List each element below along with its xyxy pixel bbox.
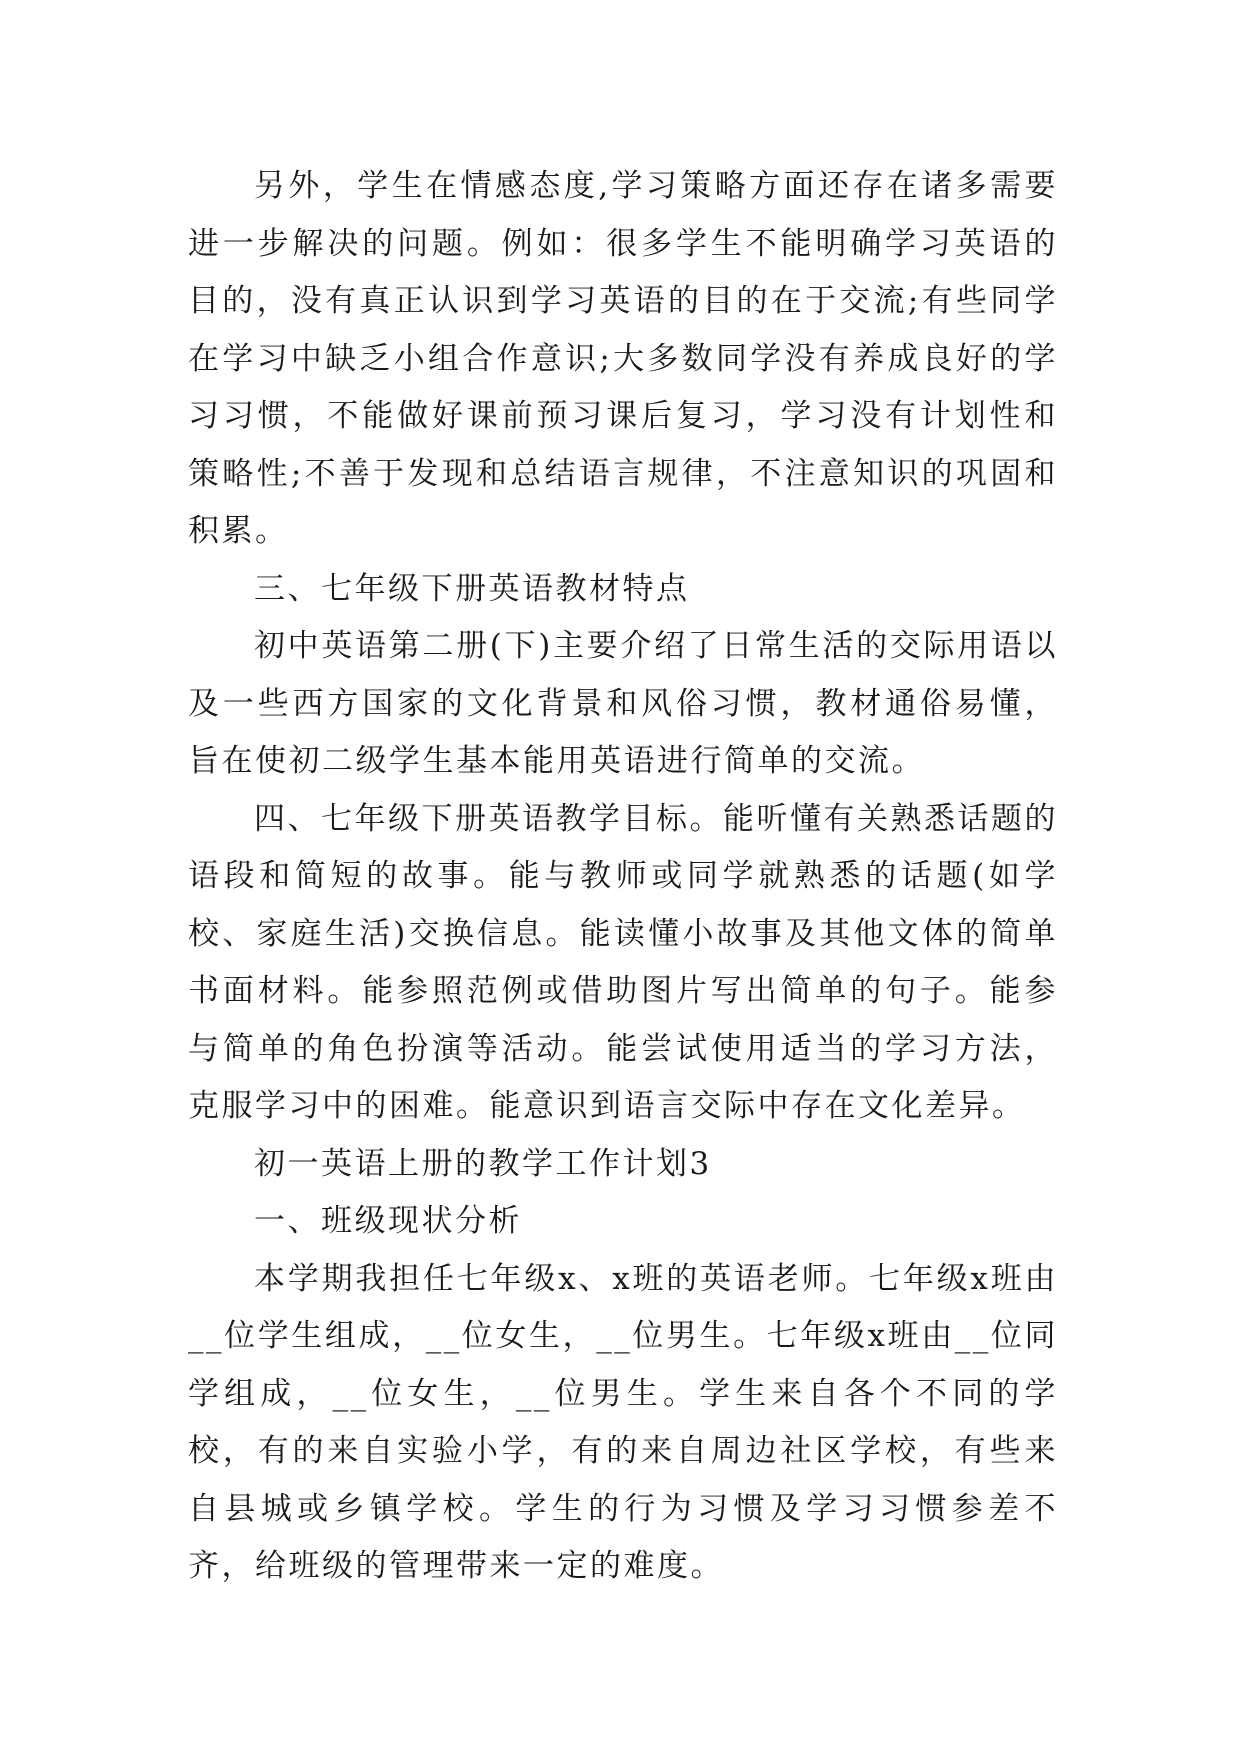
paragraph-textbook-intro: 初中英语第二册(下)主要介绍了日常生活的交际用语以及一些西方国家的文化背景和风俗习惯，教材通俗易懂，旨在使初二级学生基本能用英语进行简单的交流。 [188, 628, 1058, 779]
section-heading-class-analysis: 一、班级现状分析 [254, 1203, 522, 1239]
plan-title: 初一英语上册的教学工作计划3 [254, 1145, 712, 1182]
paragraph-student-attitudes: 另外，学生在情感态度,学习策略方面还存在诸多需要进一步解决的问题。例如：很多学生不能明确学习英语的目的，没有真正认识到学习英语的目的在于交流;有些同学在学习中缺乏小组合作意识;大多数同学没有养成良好的学习习惯，不能做好课前预习课后复习，学习没有计划性和策略性;不善于发现和总结语言规律，不注意知识的巩固和积累。 [188, 168, 1058, 549]
paragraph-teaching-goals: 四、七年级下册英语教学目标。能听懂有关熟悉话题的语段和简短的故事。能与教师或同学就熟悉的话题(如学校、家庭生活)交换信息。能读懂小故事及其他文体的简单书面材料。能参照范例或借助图片写出简单的句子。能参与简单的角色扮演等活动。能尝试使用适当的学习方法，克服学习中的困难。能意识到语言交际中存在文化差异。 [188, 800, 1058, 1124]
paragraph-class-situation: 本学期我担任七年级x、x班的英语老师。七年级x班由__位学生组成，__位女生，__位男生。七年级x班由__位同学组成，__位女生，__位男生。学生来自各个不同的学校，有的来自实验小学，有的来自周边社区学校，有些来自县城或乡镇学校。学生的行为习惯及学习习惯参差不齐，给班级的管理带来一定的难度。 [188, 1260, 1058, 1584]
section-heading-textbook-features: 三、七年级下册英语教材特点 [254, 570, 690, 607]
document-body [188, 158, 1058, 1596]
